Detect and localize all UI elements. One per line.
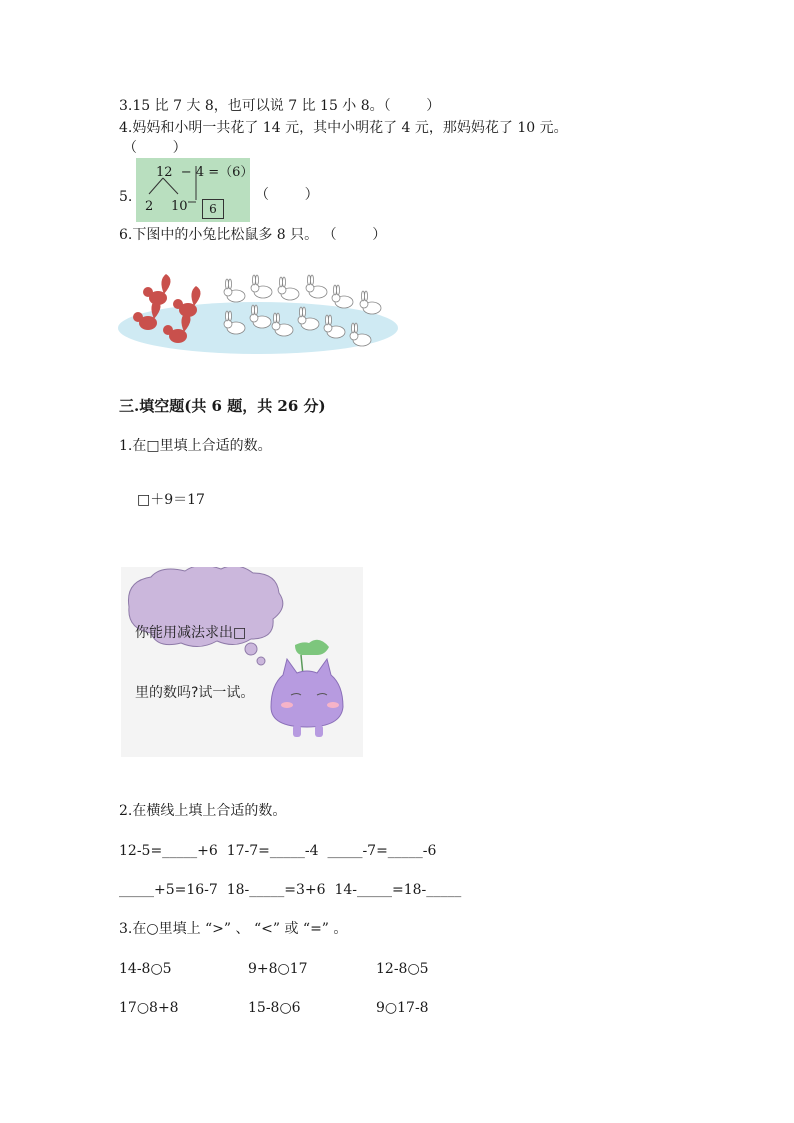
compare-r2-c3: 9○17-8 — [376, 1000, 429, 1016]
bubble-text-line2: 里的数吗?试一试。 — [135, 685, 255, 701]
compare-r1-c2: 9+8○17 — [248, 961, 308, 977]
diagram-part-10: 10 — [171, 199, 188, 214]
fill-q2-row2: _____+5=16-7 18-_____=3+6 14-_____=18-_____ — [119, 882, 462, 898]
cat-hint-illustration — [121, 567, 363, 757]
fill-q2: 2.在横线上填上合适的数。 — [119, 803, 287, 819]
diagram-answer-square: 6 — [202, 199, 224, 219]
decomposition-diagram — [136, 158, 254, 222]
fill-q2-row1: 12-5=_____+6 17-7=_____-4 _____-7=_____-6 — [119, 843, 437, 859]
compare-r2-c1: 17○8+8 — [119, 1000, 179, 1016]
diagram-part-2: 2 — [145, 199, 154, 214]
judge-q4-paren: （ ） — [123, 140, 187, 156]
fill-q3: 3.在○里填上 “>” 、 “<” 或 “=” 。 — [119, 921, 348, 937]
squirrels-rabbits-illustration — [118, 268, 398, 356]
bubble-text-line1: 你能用减法求出□ — [135, 625, 247, 641]
fill-q1: 1.在□里填上合适的数。 — [119, 438, 272, 454]
judge-q5-number: 5. — [119, 189, 133, 205]
compare-r1-c3: 12-8○5 — [376, 961, 429, 977]
judge-q3: 3.15 比 7 大 8，也可以说 7 比 15 小 8。（ ） — [119, 98, 441, 114]
judge-q6: 6.下图中的小兔比松鼠多 8 只。 （ ） — [119, 227, 387, 243]
judge-q4: 4.妈妈和小明一共花了 14 元，其中小明花了 4 元，那妈妈花了 10 元。 — [119, 120, 568, 136]
section3-title: 三.填空题(共 6 题，共 26 分) — [119, 397, 326, 415]
compare-r2-c2: 15-8○6 — [248, 1000, 301, 1016]
judge-q5-paren: （ ） — [255, 187, 319, 203]
diagram-equation: 12 − 4 =（6） — [156, 165, 254, 180]
compare-r1-c1: 14-8○5 — [119, 961, 172, 977]
fill-q1-expression: □＋9＝17 — [137, 492, 205, 508]
